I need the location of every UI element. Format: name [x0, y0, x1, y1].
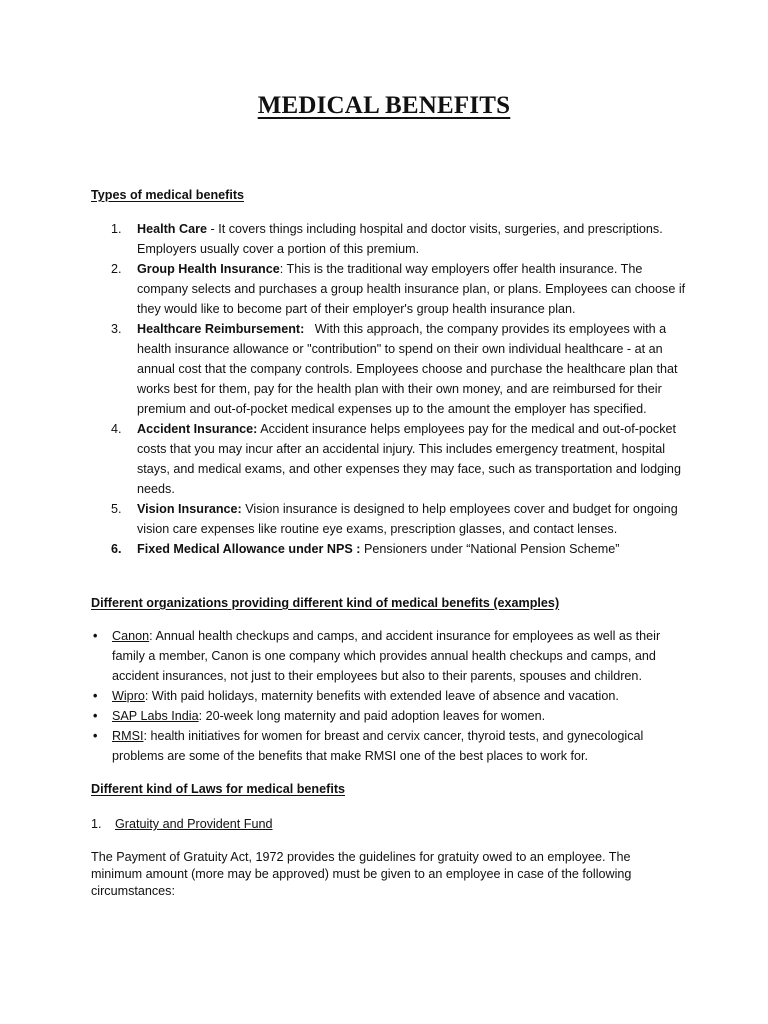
list-item-text: Pensioners under “National Pension Scheme”: [363, 542, 620, 556]
list-item-text: This is the traditional way employers offer health insurance. The company selects and purchases a group health insurance plan, or plans. Employees can choose if they would like to become part of their employer's group health insurance plan.: [137, 262, 686, 316]
list-item: 3. Healthcare Reimbursement: With this approach, the company provides its employees with a health insurance allowance or "contribution" to spend on their own individual healthcare - at an annual cost that the company controls. Employees choose and purchase the healthcare plan that works best for them, pay for the health plan with their own money, and are reimbursed for their premium and out-of-pocket medical expenses up to the amount the employer has specified.: [111, 322, 678, 416]
list-item-term: Fixed Medical Allowance under NPS :: [137, 542, 361, 556]
gratuity-paragraph: The Payment of Gratuity Act, 1972 provides the guidelines for gratuity owed to an employee. The minimum amount (more may be approved) must be given to an employee in case of the following circumstances:: [91, 850, 632, 898]
page-title: MEDICAL BENEFITS: [257, 92, 511, 119]
law-item: 1. Gratuity and Provident Fund: [91, 817, 273, 831]
section-heading-types: Types of medical benefits: [91, 188, 245, 202]
list-item: • SAP Labs India: 20-week long maternity and paid adoption leaves for women.: [91, 706, 691, 726]
bullet-icon: •: [93, 729, 98, 743]
list-item-term: Health Care: [137, 222, 207, 236]
list-item: 5. Vision Insurance: Vision insurance is designed to help employees cover and budget for ongoing vision care expenses like routine eye exams, prescription glasses, and contact lenses.: [111, 502, 678, 536]
list-item-text: health initiatives for women for breast and cervix cancer, thyroid tests, and gynecological problems are some of the benefits that make RMSI one of the best places to work for.: [112, 729, 644, 763]
list-item-text: With this approach, the company provides its employees with a health insurance allowance or "contribution" to spend on their own individual healthcare - at an annual cost that the company controls. Employees choose and purchase the healthcare plan that works best for them, pay for the health plan with their own money, and are reimbursed for their premium and out-of-pocket medical expenses up to the amount the employer has specified.: [137, 322, 678, 416]
bullet-icon: •: [93, 689, 98, 703]
section-heading-organizations: Different organizations providing different kind of medical benefits (examples): [91, 596, 560, 610]
benefit-types-list: [91, 219, 691, 559]
list-item-term: Accident Insurance:: [137, 422, 258, 436]
org-name: SAP Labs India: [112, 709, 199, 723]
list-item-text: Vision insurance is designed to help employees cover and budget for ongoing vision care expenses like routine eye exams, prescription glasses, and contact lenses.: [137, 502, 678, 536]
list-item: 4. Accident Insurance: Accident insurance helps employees pay for the medical and out-of-pocket costs that you may incur after an accidental injury. This includes emergency treatment, hospital stays, and medical exams, and other expenses they may face, such as transportation and lodging needs.: [111, 422, 681, 496]
org-name: RMSI: [112, 729, 144, 743]
list-item-text: It covers things including hospital and doctor visits, surgeries, and prescriptions. Employers usually cover a portion of this premium.: [137, 222, 663, 256]
list-item-term: Vision Insurance:: [137, 502, 242, 516]
list-item-term: Group Health Insurance: [137, 262, 280, 276]
list-item-text: With paid holidays, maternity benefits with extended leave of absence and vacation.: [151, 689, 619, 703]
bullet-icon: •: [93, 709, 98, 723]
section-heading-laws: Different kind of Laws for medical benefits: [91, 782, 346, 796]
list-item: • RMSI: health initiatives for women for breast and cervix cancer, thyroid tests, and gynecological problems are some of the benefits that make RMSI one of the best places to work for.: [91, 726, 691, 766]
list-item: 6. Fixed Medical Allowance under NPS : Pensioners under “National Pension Scheme”: [111, 542, 620, 556]
bullet-icon: •: [93, 629, 98, 643]
list-item-text: Accident insurance helps employees pay for the medical and out-of-pocket costs that you may incur after an accidental injury. This includes emergency treatment, hospital stays, and medical exams, and other expenses they may face, such as transportation and lodging needs.: [137, 422, 681, 496]
org-name: Wipro: [112, 689, 145, 703]
list-item: 2. Group Health Insurance: This is the traditional way employers offer health insurance. The company selects and purchases a group health insurance plan, or plans. Employees can choose if they would like to become part of their employer's group health insurance plan.: [111, 262, 686, 316]
list-item: 1. Health Care - It covers things including hospital and doctor visits, surgeries, and prescriptions. Employers usually cover a portion of this premium.: [111, 222, 663, 256]
org-name: Canon: [112, 629, 150, 643]
list-item: • Wipro: With paid holidays, maternity benefits with extended leave of absence and vacation.: [91, 686, 691, 706]
list-item-text: 20-week long maternity and paid adoption leaves for women.: [205, 709, 546, 723]
list-item-term: Healthcare Reimbursement:: [137, 322, 305, 336]
list-item: • Canon: Annual health checkups and camps, and accident insurance for employees as well as their family a member, Canon is one company which provides annual health checkups and camps, and accident insurances, not just to their employees but also to their parents, spouses and children.: [91, 626, 691, 686]
law-label: Gratuity and Provident Fund: [115, 817, 273, 831]
list-item-text: Annual health checkups and camps, and accident insurance for employees as well as their family a member, Canon is one company which provides annual health checkups and camps, and accident insurances, not just to their employees but also to their parents, spouses and children.: [112, 629, 661, 683]
organizations-list: [91, 626, 691, 766]
